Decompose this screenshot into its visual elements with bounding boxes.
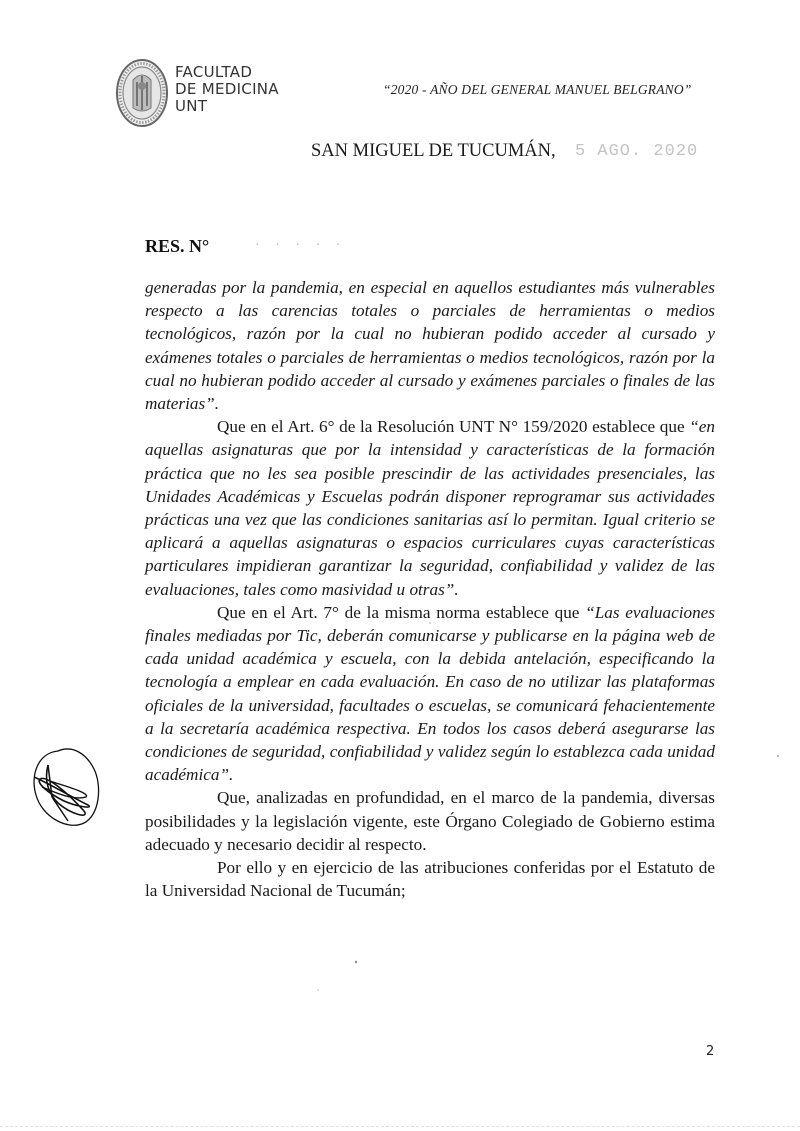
faculty-line: UNT: [175, 97, 208, 115]
date-stamp: 5 AGO. 2020: [575, 142, 699, 161]
quoted-text: generadas por la pandemia, en especial en aquellos estudiantes más vulnerables respecto a las carencias totales o parciales de herramientas o medios tecnológicos, razón por la cual no hubieran podido acceder al cursado y exámenes totales o parciales de herramientas o medios tecnológicos, razón por la cual no hubieran podido acceder al cursado y exámenes parciales o finales de las materias”.: [145, 278, 715, 414]
faculty-line: DE MEDICINA: [175, 80, 279, 98]
faculty-line: FACULTAD: [175, 63, 253, 81]
paragraph-text: Que en el Art. 6° de la Resolución UNT N° 159/2020 establece que: [217, 417, 690, 437]
page-number: 2: [706, 1044, 715, 1059]
paragraph-text: Que en el Art. 7° de la misma norma establece que: [217, 602, 586, 622]
university-seal-icon: [115, 58, 169, 128]
resolution-body: [145, 276, 715, 902]
page-edge: [0, 1126, 800, 1128]
paragraph: [145, 276, 715, 415]
handwritten-signature-icon: [28, 735, 108, 835]
quoted-text: “Las evaluaciones finales mediadas por Tic, deberán comunicarse y publicarse en la página web de cada unidad académica y escuela, con la debida antelación, especificando la tecnología a emplear en cada evaluación. En caso de no utilizar las plataformas oficiales de la universidad, facultades o escuelas, se comunicará fehacientemente a la secretaría académica respectiva. En todos los casos deberá asegurarse las condiciones de seguridad, confiabilidad y validez según lo establezca cada unidad académica”.: [145, 602, 715, 785]
paragraph: [145, 856, 715, 902]
paragraph: [145, 786, 715, 856]
quoted-text: “en aquellas asignaturas que por la intensidad y características de la formación práctica que no les sea posible prescindir de las actividades presenciales, las Unidades Académicas y Escuelas podrán disponer reprogramar sus actividades prácticas una vez que las condiciones sanitarias así lo permitan. Igual criterio se aplicará a aquellas asignaturas o espacios curriculares cuyas características particulares impidieran garantizar la seguridad, confiabilidad y validez de las evaluaciones, tales como masividad u otras”.: [145, 417, 715, 599]
resolution-number-stamp: · · · · ·: [255, 238, 347, 253]
resolution-label: RES. N°: [145, 236, 210, 256]
place-line: SAN MIGUEL DE TUCUMÁN,: [311, 141, 556, 161]
year-motto: “2020 - AÑO DEL GENERAL MANUEL BELGRANO”: [383, 82, 692, 97]
paragraph: [145, 415, 715, 601]
paragraph-text: Que, analizadas en profundidad, en el marco de la pandemia, diversas posibilidades y la legislación vigente, este Órgano Colegiado de Gobierno estima adecuado y necesario decidir al respecto.: [145, 788, 715, 854]
paragraph: [145, 601, 715, 787]
faculty-name: [175, 64, 279, 115]
paragraph-text: Por ello y en ejercicio de las atribuciones conferidas por el Estatuto de la Universidad Nacional de Tucumán;: [145, 858, 715, 901]
